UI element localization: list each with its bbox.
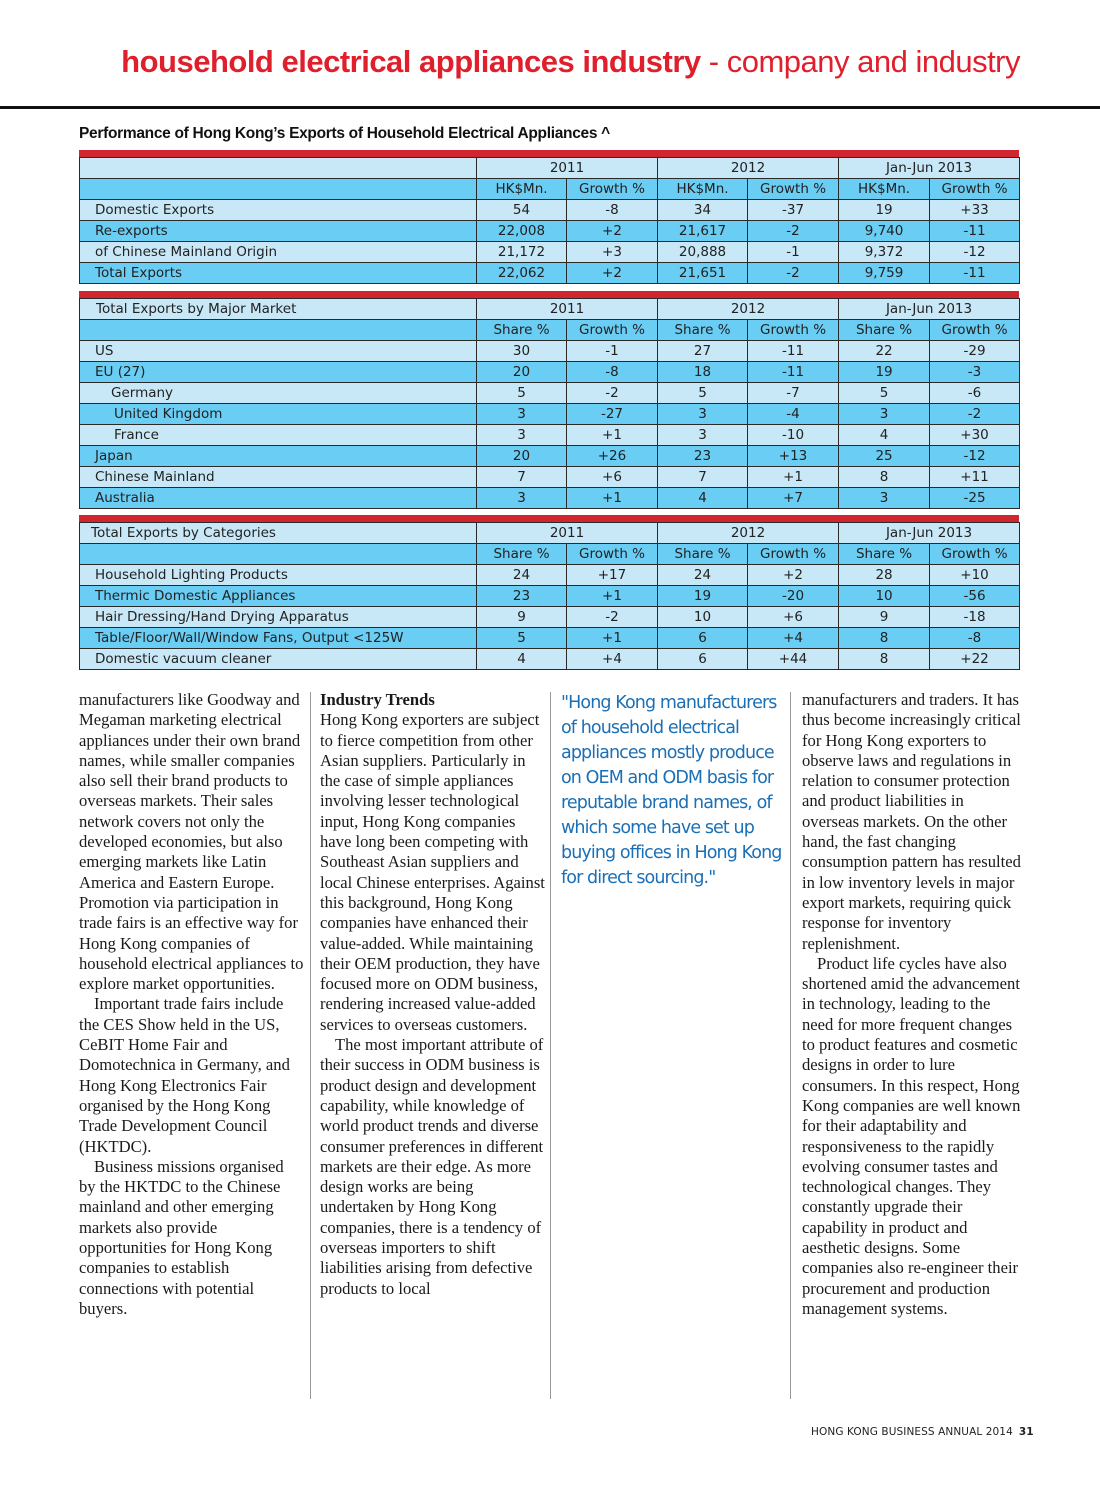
column-subheader: Share % (477, 544, 567, 565)
major-market-table (79, 291, 1019, 509)
data-cell: 20,888 (658, 242, 748, 263)
table-row (80, 263, 1020, 284)
row-label: Thermic Domestic Appliances (80, 586, 477, 607)
row-label: Total Exports (80, 263, 477, 284)
data-cell: +17 (567, 565, 658, 586)
table-row (80, 467, 1020, 488)
data-cell: +6 (748, 607, 839, 628)
data-cell: 4 (477, 649, 567, 670)
data-cell: -56 (930, 586, 1020, 607)
article-column-1 (79, 690, 304, 1319)
data-cell: 4 (839, 425, 930, 446)
data-cell: 8 (839, 467, 930, 488)
exports-performance-table (79, 150, 1019, 284)
table-row (80, 425, 1020, 446)
data-cell: -1 (567, 341, 658, 362)
page-number: 31 (1018, 1426, 1034, 1438)
row-label: France (80, 425, 477, 446)
data-cell: +33 (930, 200, 1020, 221)
section-heading: Industry Trends (320, 690, 435, 709)
column-subheader: Growth % (748, 179, 839, 200)
paragraph: manufacturers like Goodway and Megaman marketing electrical appliances under their own brand names, while smaller companies also sell their brand products to overseas markets. Their sales network covers not only the developed economies, but also emerging markets like Latin America and Eastern Europe. Promotion via participation in trade fairs is an effective way for Hong Kong companies of household electrical appliances to explore market opportunities. (79, 690, 304, 994)
paragraph: Important trade fairs include the CES Show held in the US, CeBIT Home Fair and Domotechnica in Germany, and Hong Kong Electronics Fair organised by the Hong Kong Trade Development Council (HKTDC). (79, 994, 290, 1156)
data-cell: +11 (930, 467, 1020, 488)
table-row (80, 242, 1020, 263)
data-cell: -20 (748, 586, 839, 607)
row-label: of Chinese Mainland Origin (80, 242, 477, 263)
empty-cell (80, 544, 477, 565)
data-cell: +2 (567, 263, 658, 284)
data-cell: +4 (567, 649, 658, 670)
data-cell: -18 (930, 607, 1020, 628)
data-cell: 3 (477, 425, 567, 446)
data-cell: 9,740 (839, 221, 930, 242)
data-cell: -27 (567, 404, 658, 425)
data-cell: 21,172 (477, 242, 567, 263)
table-row (80, 200, 1020, 221)
data-cell: -37 (748, 200, 839, 221)
row-label: Household Lighting Products (80, 565, 477, 586)
data-cell: 23 (477, 586, 567, 607)
data-cell: -10 (748, 425, 839, 446)
article-column-2 (320, 690, 545, 1299)
column-subheader: Share % (658, 544, 748, 565)
empty-cell (80, 179, 477, 200)
data-cell: -12 (930, 446, 1020, 467)
data-cell: 5 (839, 383, 930, 404)
data-cell: -8 (930, 628, 1020, 649)
data-cell: 6 (658, 628, 748, 649)
data-cell: +22 (930, 649, 1020, 670)
data-cell: 22,062 (477, 263, 567, 284)
data-cell: 9,759 (839, 263, 930, 284)
data-cell: -11 (748, 341, 839, 362)
column-divider (550, 692, 551, 1399)
data-cell: 28 (839, 565, 930, 586)
subheader-row (80, 320, 1020, 341)
data-cell: 5 (477, 628, 567, 649)
data-cell: +1 (567, 586, 658, 607)
column-divider (310, 692, 311, 1399)
data-cell: -2 (748, 263, 839, 284)
row-label: US (80, 341, 477, 362)
data-cell: 3 (839, 404, 930, 425)
data-cell: +13 (748, 446, 839, 467)
table-label-header (80, 158, 477, 179)
data-cell: 21,651 (658, 263, 748, 284)
header-title-bold: household electrical appliances industry (121, 44, 701, 79)
table-row (80, 404, 1020, 425)
pull-quote: "Hong Kong manufacturers of household electrical appliances mostly produce on OEM and ODM basis for reputable brand names, of which some have set up buying offices in Hong Kong for direct sourcing." (561, 693, 782, 888)
data-cell: 24 (477, 565, 567, 586)
column-subheader: Share % (839, 544, 930, 565)
data-cell: +2 (567, 221, 658, 242)
data-cell: 9 (839, 607, 930, 628)
period-header: Jan-Jun 2013 (839, 523, 1020, 544)
table-row (80, 586, 1020, 607)
data-cell: 30 (477, 341, 567, 362)
row-label: Chinese Mainland (80, 467, 477, 488)
data-cell: -3 (930, 362, 1020, 383)
data-cell: 3 (658, 404, 748, 425)
column-subheader: Growth % (567, 179, 658, 200)
data-cell: 7 (477, 467, 567, 488)
data-cell: -11 (930, 221, 1020, 242)
data-cell: -6 (930, 383, 1020, 404)
period-header: Jan-Jun 2013 (839, 299, 1020, 320)
row-label: Re-exports (80, 221, 477, 242)
data-cell: 5 (658, 383, 748, 404)
data-cell: -7 (748, 383, 839, 404)
page-header (0, 44, 1020, 80)
data-cell: -2 (748, 221, 839, 242)
data-cell: 9,372 (839, 242, 930, 263)
table-row (80, 383, 1020, 404)
data-cell: 24 (658, 565, 748, 586)
data-cell: 20 (477, 362, 567, 383)
period-header: Jan-Jun 2013 (839, 158, 1020, 179)
data-cell: 23 (658, 446, 748, 467)
column-subheader: Growth % (930, 320, 1020, 341)
data-cell: 34 (658, 200, 748, 221)
table-row (80, 488, 1020, 509)
data-cell: +1 (748, 467, 839, 488)
column-subheader: HK$Mn. (839, 179, 930, 200)
data-cell: -12 (930, 242, 1020, 263)
article-column-4 (802, 690, 1024, 1319)
data-cell: 8 (839, 628, 930, 649)
table-row (80, 221, 1020, 242)
paragraph: manufacturers and traders. It has thus become increasingly critical for Hong Kong exporters to observe laws and regulations in relation to consumer protection and product liabilities in overseas markets. On the other hand, the fast changing consumption pattern has resulted in low inventory levels in major export markets, requiring quick response for inventory replenishment. (802, 690, 1021, 953)
column-subheader: Growth % (748, 544, 839, 565)
data-cell: 22 (839, 341, 930, 362)
column-subheader: Share % (477, 320, 567, 341)
row-label: Germany (80, 383, 477, 404)
data-cell: 6 (658, 649, 748, 670)
data-cell: 19 (839, 200, 930, 221)
period-header-row (80, 299, 1020, 320)
period-header: 2012 (658, 158, 839, 179)
data-cell: +7 (748, 488, 839, 509)
publication-name: HONG KONG BUSINESS ANNUAL 2014 (811, 1426, 1013, 1438)
column-subheader: Growth % (567, 320, 658, 341)
table-row (80, 362, 1020, 383)
header-divider (0, 106, 1100, 109)
empty-cell (80, 320, 477, 341)
data-cell: -25 (930, 488, 1020, 509)
column-subheader: Growth % (930, 179, 1020, 200)
page-footer (811, 1426, 1034, 1438)
period-header: 2011 (477, 523, 658, 544)
data-cell: 3 (839, 488, 930, 509)
column-subheader: Share % (839, 320, 930, 341)
data-cell: 25 (839, 446, 930, 467)
subheader-row (80, 179, 1020, 200)
table-row (80, 341, 1020, 362)
data-cell: +44 (748, 649, 839, 670)
data-cell: +30 (930, 425, 1020, 446)
data-cell: 3 (477, 404, 567, 425)
data-cell: +6 (567, 467, 658, 488)
data-cell: 10 (839, 586, 930, 607)
data-cell: 3 (658, 425, 748, 446)
row-label: EU (27) (80, 362, 477, 383)
data-cell: -8 (567, 362, 658, 383)
data-cell: -1 (748, 242, 839, 263)
data-cell: -11 (748, 362, 839, 383)
data-cell: 3 (477, 488, 567, 509)
row-label: Hair Dressing/Hand Drying Apparatus (80, 607, 477, 628)
data-cell: +1 (567, 425, 658, 446)
data-cell: -4 (748, 404, 839, 425)
data-cell: +2 (748, 565, 839, 586)
header-title-rest: - company and industry (700, 44, 1020, 79)
data-cell: -11 (930, 263, 1020, 284)
paragraph: Product life cycles have also shortened amid the advancement in technology, leading to the need for more frequent changes to product features and cosmetic designs in order to lure consumers. In this respect, Hong Kong companies are well known for their adaptability and responsiveness to the rapidly evolving consumer tastes and technological changes. They constantly upgrade their capability in product and aesthetic designs. Some companies also re-engineer their procurement and production management systems. (802, 953, 1021, 1318)
data-cell: 19 (658, 586, 748, 607)
data-cell: +10 (930, 565, 1020, 586)
column-subheader: Growth % (930, 544, 1020, 565)
table-row (80, 649, 1020, 670)
table-title: Performance of Hong Kong’s Exports of Household Electrical Appliances ^ (79, 125, 610, 142)
row-label: United Kingdom (80, 404, 477, 425)
table-row (80, 446, 1020, 467)
data-cell: +1 (567, 628, 658, 649)
period-header: 2012 (658, 523, 839, 544)
data-cell: +3 (567, 242, 658, 263)
table-row (80, 565, 1020, 586)
column-subheader: HK$Mn. (658, 179, 748, 200)
period-header: 2012 (658, 299, 839, 320)
subheader-row (80, 544, 1020, 565)
period-header: 2011 (477, 158, 658, 179)
data-cell: 54 (477, 200, 567, 221)
data-cell: 20 (477, 446, 567, 467)
table-row (80, 628, 1020, 649)
paragraph: The most important attribute of their success in ODM business is product design and development capability, while knowledge of world product trends and diverse consumer preferences in different markets are their edge. As more design works are being undertaken by Hong Kong companies, there is a tendency of overseas importers to shift liabilities arising from defective products to local (320, 1035, 544, 1298)
data-cell: 21,617 (658, 221, 748, 242)
table-row (80, 607, 1020, 628)
data-cell: 19 (839, 362, 930, 383)
table-label-header: Total Exports by Categories (80, 523, 477, 544)
column-divider (790, 692, 791, 1399)
data-cell: +4 (748, 628, 839, 649)
data-cell: -8 (567, 200, 658, 221)
data-cell: -2 (567, 607, 658, 628)
data-cell: 9 (477, 607, 567, 628)
column-subheader: Growth % (748, 320, 839, 341)
period-header-row (80, 158, 1020, 179)
categories-table (79, 515, 1019, 670)
data-cell: 10 (658, 607, 748, 628)
data-cell: 4 (658, 488, 748, 509)
row-label: Japan (80, 446, 477, 467)
row-label: Australia (80, 488, 477, 509)
column-subheader: Share % (658, 320, 748, 341)
column-subheader: Growth % (567, 544, 658, 565)
row-label: Domestic vacuum cleaner (80, 649, 477, 670)
period-header-row (80, 523, 1020, 544)
data-cell: -2 (567, 383, 658, 404)
data-cell: 8 (839, 649, 930, 670)
data-cell: 27 (658, 341, 748, 362)
paragraph: Hong Kong exporters are subject to fierce competition from other Asian suppliers. Particularly in the case of simple appliances involving lesser technological input, Hong Kong companies have long been competing with Southeast Asian suppliers and local Chinese enterprises. Against this background, Hong Kong companies have enhanced their value-added. While maintaining their OEM production, they have focused more on ODM business, rendering increased value-added services to overseas customers. (320, 710, 545, 1034)
row-label: Domestic Exports (80, 200, 477, 221)
data-cell: -2 (930, 404, 1020, 425)
column-subheader: HK$Mn. (477, 179, 567, 200)
data-cell: 7 (658, 467, 748, 488)
paragraph: Business missions organised by the HKTDC to the Chinese mainland and other emerging markets also provide opportunities for Hong Kong companies to establish connections with potential buyers. (79, 1156, 284, 1318)
data-cell: 22,008 (477, 221, 567, 242)
data-cell: 18 (658, 362, 748, 383)
period-header: 2011 (477, 299, 658, 320)
data-cell: -29 (930, 341, 1020, 362)
row-label: Table/Floor/Wall/Window Fans, Output <125W (80, 628, 477, 649)
data-cell: +1 (567, 488, 658, 509)
data-cell: 5 (477, 383, 567, 404)
data-cell: +26 (567, 446, 658, 467)
table-label-header: Total Exports by Major Market (80, 299, 477, 320)
